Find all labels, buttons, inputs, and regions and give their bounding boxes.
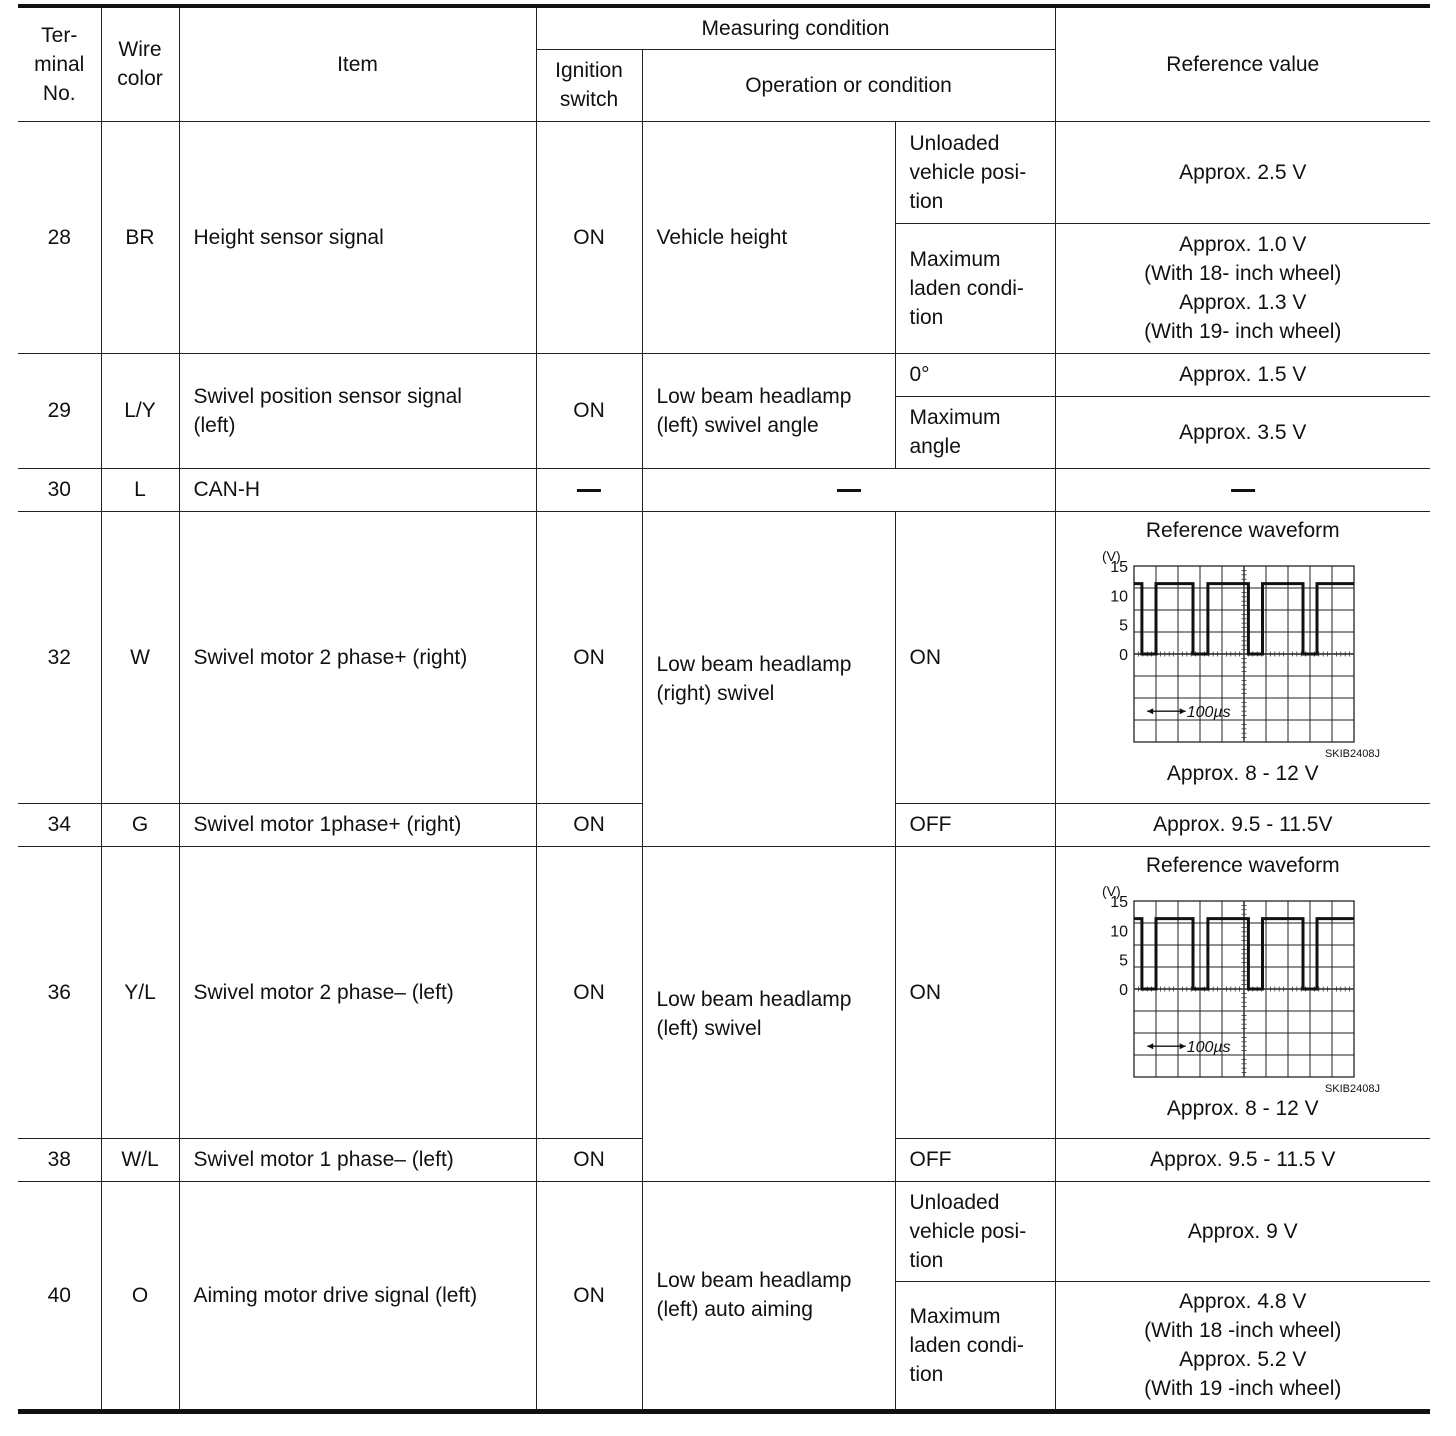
header-terminal-line: minal: [34, 52, 85, 76]
specification-table-page: [18, 4, 1430, 1414]
table-row: [18, 511, 1430, 803]
header-terminal-no: [18, 6, 101, 121]
item-name: Swivel motor 1phase+ (right): [179, 803, 536, 846]
ignition-switch: [536, 468, 642, 511]
header-terminal-line: Ter-: [41, 23, 78, 47]
time-scale-arrowhead-left: [1147, 1043, 1153, 1049]
operation: [642, 353, 895, 468]
wire-color: Y/L: [101, 846, 179, 1138]
item-name: Swivel motor 2 phase– (left): [179, 846, 536, 1138]
condition: OFF: [895, 1138, 1055, 1181]
item-name: Swivel motor 2 phase+ (right): [179, 511, 536, 803]
table-row: [18, 1181, 1430, 1281]
condition-line: tion: [909, 305, 944, 329]
wire-color: G: [101, 803, 179, 846]
wire-color: L/Y: [101, 353, 179, 468]
operation-line: Low beam headlamp: [656, 384, 852, 408]
header-ignition-switch: [536, 49, 642, 121]
condition-line: Maximum: [909, 1304, 1001, 1328]
terminal-no: 28: [18, 121, 101, 353]
waveform-y-tick-label: 5: [1118, 952, 1128, 970]
reference-line: (With 18- inch wheel): [1144, 262, 1342, 285]
condition-line: tion: [909, 1248, 944, 1272]
reference-line: (With 19 -inch wheel): [1144, 1377, 1342, 1400]
condition-line: Unloaded: [909, 131, 1000, 155]
waveform-y-tick-label: 0: [1118, 646, 1128, 664]
wire-color: L: [101, 468, 179, 511]
condition-line: laden condi-: [909, 1333, 1024, 1357]
time-scale-arrowhead-right: [1179, 708, 1185, 714]
reference-value: Approx. 9.5 - 11.5 V: [1055, 1138, 1430, 1181]
condition-line: Maximum: [909, 247, 1001, 271]
reference-value: Approx. 2.5 V: [1055, 121, 1430, 223]
condition-line: vehicle posi-: [909, 1219, 1027, 1243]
condition: OFF: [895, 803, 1055, 846]
item-name: Height sensor signal: [179, 121, 536, 353]
waveform-title: Reference waveform: [1145, 853, 1340, 877]
item-name: [179, 353, 536, 468]
condition: [895, 1181, 1055, 1281]
waveform-y-tick-label: 10: [1109, 922, 1128, 940]
condition-line: Unloaded: [909, 1190, 1000, 1214]
terminal-no: 38: [18, 1138, 101, 1181]
operation: [642, 511, 895, 846]
header-wire-line: Wire: [118, 38, 162, 62]
item-line: (left): [193, 413, 236, 437]
header-row-1: [18, 6, 1430, 49]
ignition-switch: ON: [536, 846, 642, 1138]
reference-value: Approx. 1.5 V: [1055, 353, 1430, 396]
reference-value: Approx. 9.5 - 11.5V: [1055, 803, 1430, 846]
header-measuring-condition: Measuring condition: [536, 6, 1055, 49]
waveform-chart: [1098, 549, 1388, 759]
table-row: [18, 846, 1430, 1138]
waveform-y-tick-label: 15: [1109, 893, 1128, 911]
waveform-chart: [1098, 884, 1388, 1094]
waveform-unit-label: (V): [1101, 548, 1121, 564]
header-operation-or-condition: Operation or condition: [642, 49, 1055, 121]
condition-line: Maximum: [909, 406, 1001, 429]
condition-line: tion: [909, 189, 944, 213]
table-row: [18, 468, 1430, 511]
wire-color: BR: [101, 121, 179, 353]
condition-line: angle: [909, 435, 961, 458]
waveform-y-tick-label: 0: [1118, 981, 1128, 999]
condition: ON: [895, 846, 1055, 1138]
table-row: [18, 353, 1430, 396]
not-applicable-dash: [837, 489, 861, 492]
condition-line: vehicle posi-: [909, 160, 1027, 184]
terminal-reference-table: [18, 4, 1430, 1414]
ignition-switch: ON: [536, 353, 642, 468]
reference-value: [1055, 1281, 1430, 1411]
not-applicable-dash: [1231, 489, 1255, 492]
operation: [642, 846, 895, 1181]
terminal-no: 30: [18, 468, 101, 511]
reference-line: (With 18 -inch wheel): [1144, 1319, 1342, 1342]
condition: [895, 121, 1055, 223]
waveform-unit-label: (V): [1101, 883, 1121, 899]
reference-value: [1055, 468, 1430, 511]
waveform-value: Approx. 8 - 12 V: [1166, 761, 1319, 785]
condition-line: laden condi-: [909, 276, 1024, 300]
waveform-value: Approx. 8 - 12 V: [1166, 1096, 1319, 1120]
header-reference-value: Reference value: [1055, 6, 1430, 121]
operation: [642, 468, 1055, 511]
operation-line: (left) auto aiming: [656, 1298, 813, 1321]
waveform-y-tick-label: 5: [1118, 617, 1128, 635]
reference-value: [1055, 846, 1430, 1138]
wire-color: O: [101, 1181, 179, 1411]
operation-line: (right) swivel: [656, 681, 775, 705]
wire-color: W: [101, 511, 179, 803]
ignition-switch: ON: [536, 511, 642, 803]
operation-line: Low beam headlamp: [656, 987, 852, 1011]
figure-code: SKIB2408J: [1324, 747, 1380, 759]
reference-value: [1055, 223, 1430, 353]
reference-line: (With 19- inch wheel): [1144, 320, 1342, 343]
header-ignition-line: Ignition: [555, 59, 623, 82]
item-line: Swivel position sensor signal: [193, 384, 462, 408]
operation: [642, 1181, 895, 1411]
terminal-no: 34: [18, 803, 101, 846]
ignition-switch: ON: [536, 1181, 642, 1411]
waveform-y-tick-label: 15: [1109, 558, 1128, 576]
condition-line: tion: [909, 1362, 944, 1386]
figure-code: SKIB2408J: [1324, 1082, 1380, 1094]
reference-line: Approx. 5.2 V: [1179, 1348, 1307, 1371]
terminal-no: 36: [18, 846, 101, 1138]
header-ignition-line: switch: [559, 88, 619, 111]
wire-color: W/L: [101, 1138, 179, 1181]
waveform-y-tick-label: 10: [1109, 587, 1128, 605]
operation: Vehicle height: [642, 121, 895, 353]
reference-value: Approx. 9 V: [1055, 1181, 1430, 1281]
condition: [895, 223, 1055, 353]
table-row: [18, 121, 1430, 223]
header-terminal-line: No.: [42, 81, 76, 105]
reference-line: Approx. 1.0 V: [1179, 233, 1307, 256]
condition: 0°: [895, 353, 1055, 396]
operation-line: Low beam headlamp: [656, 652, 852, 676]
operation-line: Low beam headlamp: [656, 1269, 852, 1292]
header-item: Item: [179, 6, 536, 121]
condition: [895, 396, 1055, 468]
operation-line: (left) swivel angle: [656, 413, 819, 437]
terminal-no: 40: [18, 1181, 101, 1411]
reference-line: Approx. 4.8 V: [1179, 1290, 1307, 1313]
not-applicable-dash: [577, 489, 601, 492]
operation-line: (left) swivel: [656, 1016, 762, 1040]
reference-value: [1055, 511, 1430, 803]
time-scale-label: 100µs: [1186, 703, 1231, 721]
reference-value: Approx. 3.5 V: [1055, 396, 1430, 468]
header-wire-color: [101, 6, 179, 121]
item-name: CAN-H: [179, 468, 536, 511]
item-name: Swivel motor 1 phase– (left): [179, 1138, 536, 1181]
condition: [895, 1281, 1055, 1411]
ignition-switch: ON: [536, 121, 642, 353]
terminal-no: 32: [18, 511, 101, 803]
waveform-title: Reference waveform: [1145, 518, 1340, 542]
time-scale-arrowhead-right: [1179, 1043, 1185, 1049]
condition: ON: [895, 511, 1055, 803]
time-scale-label: 100µs: [1186, 1038, 1231, 1056]
ignition-switch: ON: [536, 803, 642, 846]
terminal-no: 29: [18, 353, 101, 468]
ignition-switch: ON: [536, 1138, 642, 1181]
item-name: Aiming motor drive signal (left): [179, 1181, 536, 1411]
header-wire-line: color: [117, 67, 163, 91]
time-scale-arrowhead-left: [1147, 708, 1153, 714]
reference-line: Approx. 1.3 V: [1179, 291, 1307, 314]
